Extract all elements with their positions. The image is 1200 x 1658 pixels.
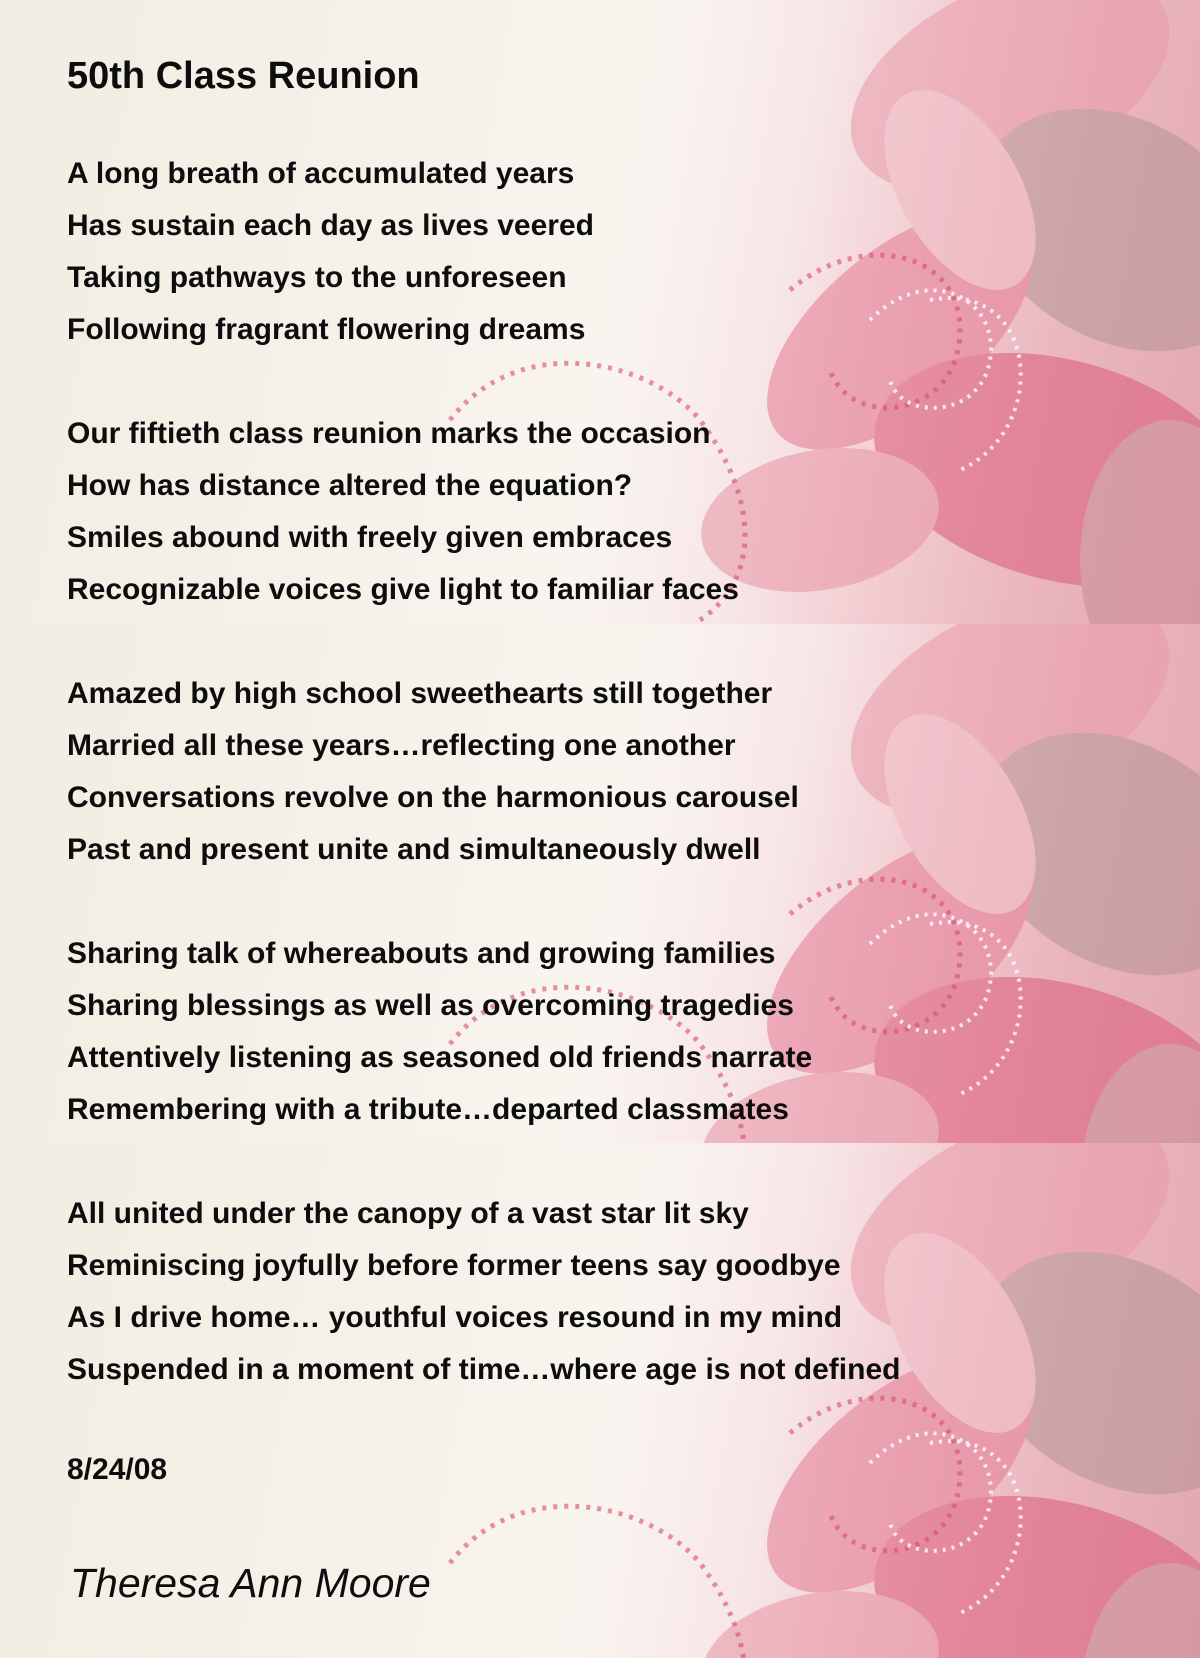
stanza-2 xyxy=(67,408,739,616)
poem-line: Has sustain each day as lives veered xyxy=(67,209,594,242)
poem-line: Sharing blessings as well as overcoming tragedies xyxy=(67,989,794,1022)
stanza-3 xyxy=(67,668,799,876)
stanza-1 xyxy=(67,148,594,356)
poem-title: 50th Class Reunion xyxy=(67,55,420,97)
poem-line: Following fragrant flowering dreams xyxy=(67,313,586,346)
poem-line: How has distance altered the equation? xyxy=(67,469,633,502)
poem-line: A long breath of accumulated years xyxy=(67,157,575,190)
stanza-5 xyxy=(67,1188,900,1396)
poem-line: Reminiscing joyfully before former teens say goodbye xyxy=(67,1249,841,1282)
stanza-4 xyxy=(67,928,812,1136)
poem-author: Theresa Ann Moore xyxy=(70,1560,431,1606)
poem-line: Sharing talk of whereabouts and growing families xyxy=(67,937,776,970)
poem-line: Amazed by high school sweethearts still together xyxy=(67,677,773,710)
poem-line: Past and present unite and simultaneously dwell xyxy=(67,833,761,866)
poem-date: 8/24/08 xyxy=(67,1453,168,1486)
poem-line: Attentively listening as seasoned old friends narrate xyxy=(67,1041,813,1074)
poem-line: Taking pathways to the unforeseen xyxy=(67,261,567,294)
poem-line: Conversations revolve on the harmonious carousel xyxy=(67,781,799,814)
poem-line: Remembering with a tribute…departed classmates xyxy=(67,1093,789,1126)
poem-line: Our fiftieth class reunion marks the occasion xyxy=(67,417,711,450)
poem-line: Recognizable voices give light to familiar faces xyxy=(67,573,739,606)
poem-line: Suspended in a moment of time…where age is not defined xyxy=(67,1353,901,1386)
poem-line: Married all these years…reflecting one another xyxy=(67,729,736,762)
poem-line: As I drive home… youthful voices resound in my mind xyxy=(67,1301,843,1334)
poem-line: All united under the canopy of a vast star lit sky xyxy=(67,1197,749,1230)
poem-line: Smiles abound with freely given embraces xyxy=(67,521,673,554)
